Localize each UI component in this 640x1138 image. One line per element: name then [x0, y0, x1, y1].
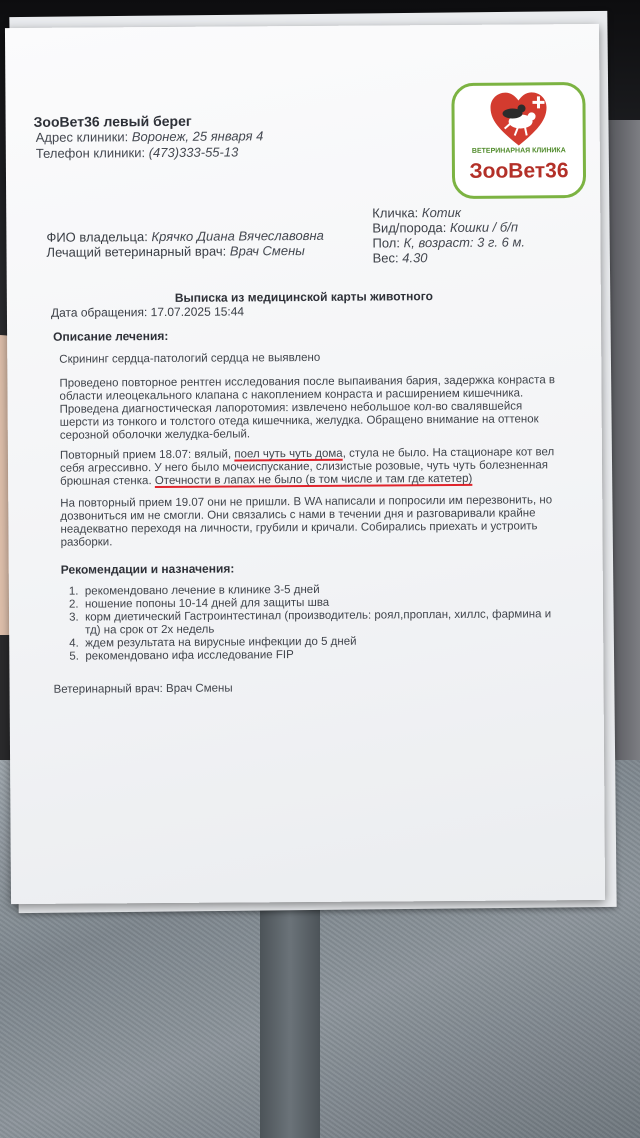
- list-item: [69, 647, 569, 663]
- followup-text-c: , стула не было. На стационаре кот вел себя агрессивно. У него было мочеиспускание, слизистые розовые, чуть чуть болезненная брюшная стенка.: [59, 446, 555, 488]
- treatment-text-1: Скрининг сердца-патологий сердца не выявлено: [59, 351, 321, 366]
- list-item-text: корм диетический Гастроинтестинал (производитель: роял,проплан, хиллс, фармина и тд) на срок от 2х недель: [85, 608, 552, 637]
- list-item-number: 4.: [69, 637, 79, 650]
- clinic-logo: [451, 82, 586, 199]
- pet-sex-label: Пол:: [372, 235, 401, 251]
- recommendations-list: [69, 582, 570, 663]
- medical-record-sheet: [5, 24, 605, 904]
- treatment-text-3: [60, 446, 565, 489]
- treatment-paragraph-4: [60, 494, 565, 550]
- clinic-name: ЗооВет36 левый берег: [33, 112, 192, 130]
- vet-value: Врач Смены: [229, 242, 305, 259]
- list-item-number: 1.: [68, 585, 79, 598]
- phone-value: (473)333-55-13: [148, 144, 239, 161]
- signature-value: Врач Смены: [165, 682, 233, 695]
- pet-name-label: Кличка:: [372, 205, 419, 221]
- list-item: [69, 608, 569, 637]
- followup-text-a: Повторный прием 18.07: вялый,: [59, 448, 235, 462]
- treatment-text-4: На повторный прием 19.07 они не пришли. В WA написали и попросили им перезвонить, но дозвониться им не смогли. Они связались с нами в течении дня и разговаривали крайне неадекватно переходя на личности, грубили и кричали. Собирались приехать и устроить разборки.: [60, 494, 553, 549]
- pet-name-value: Котик: [421, 204, 462, 221]
- owner-label: ФИО владельца:: [46, 229, 148, 245]
- pet-sex-age-row: [372, 234, 525, 250]
- highlighted-ate-at-home: поел чуть чуть дома: [234, 447, 343, 461]
- list-item-text: ждем результата на вирусные инфекции до 5 дней: [85, 635, 357, 650]
- pet-name-row: [372, 204, 525, 220]
- jeans-fold: [260, 880, 320, 1138]
- pet-breed-row: [372, 219, 525, 235]
- logo-caption: ВЕТЕРИНАРНАЯ КЛИНИКА: [471, 147, 566, 155]
- owner-value: Крячко Диана Вячеславовна: [151, 227, 324, 245]
- logo-brand: ЗооВет36: [469, 159, 569, 183]
- treatment-paragraph-3: [60, 446, 565, 489]
- signature: [54, 683, 233, 696]
- list-item-number: 3.: [69, 611, 79, 624]
- pet-weight-label: Вес:: [372, 250, 399, 266]
- list-item-text: рекомендовано ифа исследование FIP: [85, 649, 294, 663]
- list-item-text: рекомендовано лечение в клинике 3-5 дней: [84, 583, 320, 598]
- treatment-paragraph-1: [59, 350, 564, 367]
- document-title: Выписка из медицинской карты животного: [174, 289, 433, 305]
- visit-date-label: Дата обращения:: [50, 305, 148, 320]
- list-item-number: 5.: [69, 650, 79, 663]
- vet-row: [46, 243, 324, 260]
- signature-label: Ветеринарный врач:: [53, 682, 163, 696]
- list-item-number: 2.: [68, 598, 79, 611]
- pet-weight-value: 4.30: [402, 250, 428, 266]
- list-item-text: ношение попоны 10-14 дней для защиты шва: [84, 596, 330, 611]
- pet-breed-label: Вид/порода:: [372, 220, 447, 236]
- pet-sex-age-value: К, возраст: 3 г. 6 м.: [403, 234, 526, 251]
- address-label: Адрес клиники:: [35, 129, 129, 145]
- phone-label: Телефон клиники:: [35, 145, 146, 161]
- owner-info: [46, 228, 324, 260]
- pet-info: [372, 204, 525, 265]
- pet-breed-value: Кошки / б/п: [449, 219, 519, 235]
- visit-date-value: 17.07.2025 15:44: [150, 304, 245, 320]
- address-value: Воронеж, 25 января 4: [131, 128, 264, 145]
- heart-pets-icon: [488, 91, 548, 147]
- pet-weight-row: [373, 249, 526, 265]
- treatment-text-2: Проведено повторное рентген исследования после выпаивания бария, задержка конраста в области илеоцекального клапана с накоплением конраста и расширением кишечника. Проведена диагностическая лапоротомия: извлечено небольшое кол-во свалявшейся шерсти из тонкого и толстого отеда кишечника, желудка. Обращено внимание на оттенок серозной оболочки желудка-белый.: [59, 374, 556, 442]
- clinic-phone: [36, 144, 239, 160]
- clinic-address: [36, 128, 264, 145]
- vet-label: Лечащий ветеринарный врач:: [46, 243, 227, 260]
- recommendations-heading: Рекомендации и назначения:: [60, 561, 235, 577]
- highlighted-no-swelling: Отечности в лапах не было (в том числе и там где катетер): [154, 472, 473, 488]
- treatment-paragraph-2: [59, 374, 564, 443]
- visit-date: [51, 304, 244, 319]
- treatment-heading: Описание лечения:: [53, 328, 169, 344]
